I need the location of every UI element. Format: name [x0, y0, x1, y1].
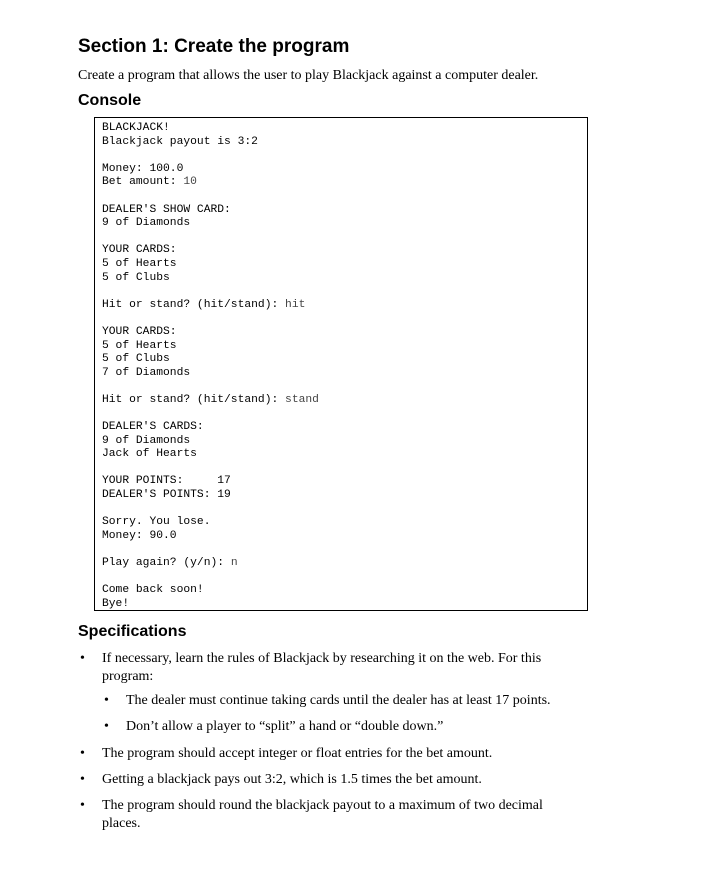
spec-item [80, 771, 580, 789]
console-line [102, 176, 587, 190]
console-line: 5 of Clubs [102, 271, 170, 284]
console-line: 5 of Hearts [102, 257, 177, 270]
specifications-heading: Specifications [78, 623, 187, 640]
intro-paragraph: Create a program that allows the user to play Blackjack against a computer dealer. [78, 68, 539, 83]
console-line: YOUR POINTS: 17 [102, 475, 231, 488]
spec-item-text: The program should round the blackjack payout to a maximum of two decimal places. [102, 798, 543, 831]
console-line [102, 557, 587, 571]
console-line: Bye! [102, 597, 130, 610]
console-line: DEALER'S SHOW CARD: [102, 203, 231, 216]
console-line: Money: 100.0 [102, 162, 184, 175]
console-line: Come back soon! [102, 584, 204, 597]
spec-item-text: The program should accept integer or float entries for the bet amount. [102, 746, 493, 761]
console-line: 5 of Hearts [102, 339, 177, 352]
spec-item-text: Getting a blackjack pays out 3:2, which is 1.5 times the bet amount. [102, 772, 482, 787]
console-line: 9 of Diamonds [102, 434, 191, 447]
bullet-icon: • [80, 651, 85, 666]
console-line: Money: 90.0 [102, 529, 177, 542]
spec-sub-item-text: Don’t allow a player to “split” a hand or “double down.” [126, 719, 444, 734]
console-line: 7 of Diamonds [102, 366, 191, 379]
console-output-box [94, 117, 588, 611]
console-line: Jack of Hearts [102, 448, 197, 461]
bullet-icon: • [80, 798, 85, 813]
hit-input-value: hit [285, 298, 306, 311]
play-again-input-value: n [230, 557, 238, 569]
console-line: BLACKJACK! [102, 122, 170, 134]
spec-item [80, 745, 580, 763]
hit-prompt: Hit or stand? (hit/stand): [102, 393, 286, 406]
spec-item-text: If necessary, learn the rules of Blackjack by researching it on the web. For this program: [102, 651, 542, 684]
spec-sub-item [104, 718, 584, 736]
console-line: YOUR CARDS: [102, 325, 177, 338]
bullet-icon: • [104, 693, 109, 708]
spec-sub-item-text: The dealer must continue taking cards until the dealer has at least 17 points. [126, 693, 551, 708]
bullet-icon: • [80, 772, 85, 787]
bullet-icon: • [104, 719, 109, 734]
spec-item [80, 650, 580, 686]
spec-sub-item [104, 692, 584, 710]
section-title: Section 1: Create the program [78, 36, 350, 57]
play-again-prompt: Play again? (y/n): [102, 557, 231, 569]
console-line: DEALER'S POINTS: 19 [102, 489, 231, 502]
hit-prompt: Hit or stand? (hit/stand): [102, 298, 286, 311]
console-line: Blackjack payout is 3:2 [102, 135, 258, 148]
bullet-icon: • [80, 746, 85, 761]
console-line: DEALER'S CARDS: [102, 421, 204, 434]
console-line [102, 394, 587, 408]
bet-prompt: Bet amount: [102, 176, 184, 189]
console-line: YOUR CARDS: [102, 244, 177, 257]
console-heading: Console [78, 92, 142, 109]
stand-input-value: stand [285, 393, 319, 406]
bet-input-value: 10 [183, 176, 197, 189]
console-line: Sorry. You lose. [102, 516, 211, 529]
spec-item [80, 797, 580, 833]
console-line: 9 of Diamonds [102, 217, 191, 230]
console-line [102, 299, 587, 313]
console-line: 5 of Clubs [102, 353, 170, 366]
